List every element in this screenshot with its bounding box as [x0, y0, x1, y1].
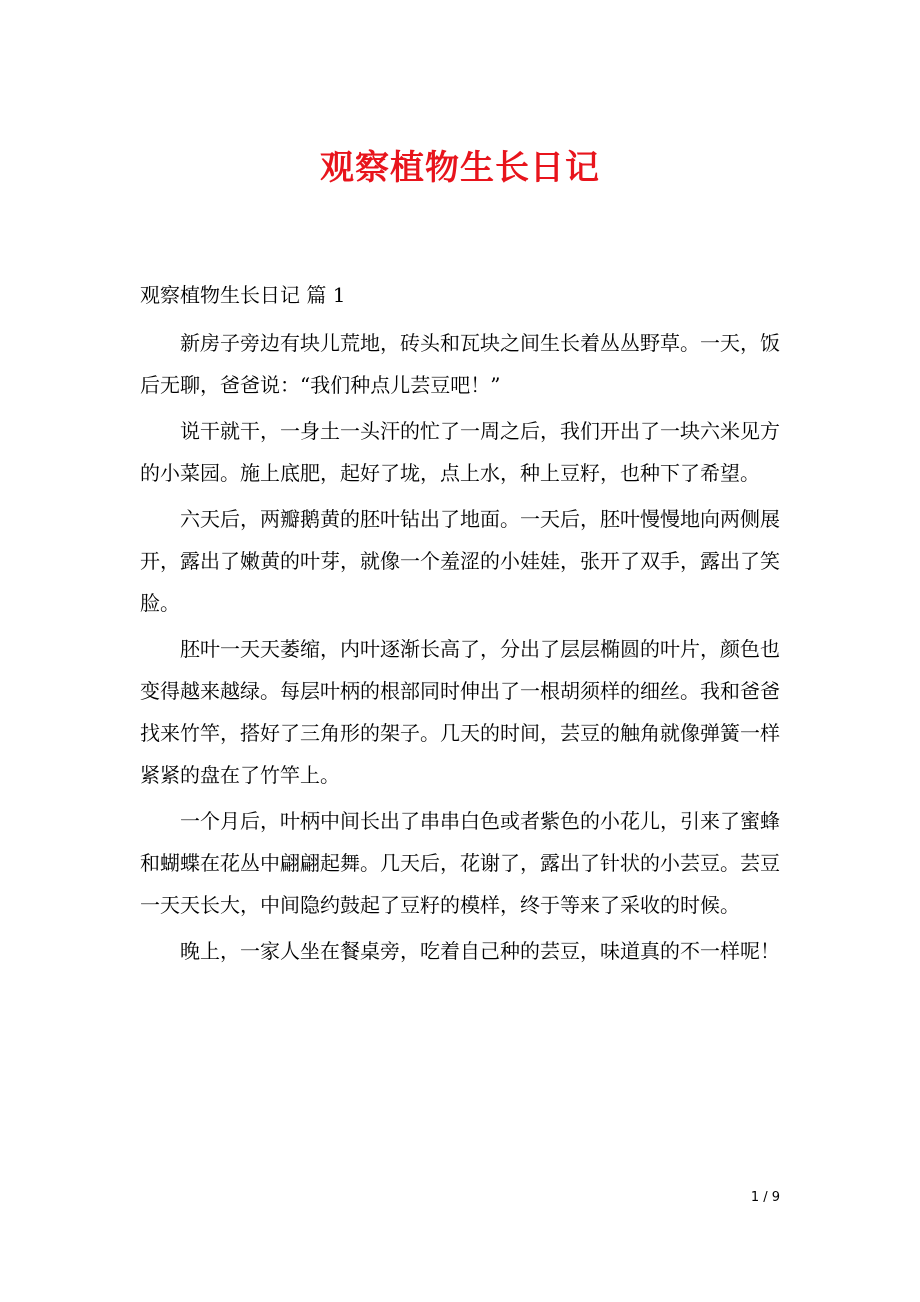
paragraph: 胚叶一天天萎缩，内叶逐渐长高了，分出了层层椭圆的叶片，颜色也变得越来越绿。每层叶柄的根部同时伸出了一根胡须样的细丝。我和爸爸找来竹竿，搭好了三角形的架子。几天的时间，芸豆的触角就像弹簧一样紧紧的盘在了竹竿上。	[140, 637, 780, 787]
paragraph: 说干就干，一身土一头汗的忙了一周之后，我们开出了一块六米见方的小菜园。施上底肥，起好了垅，点上水，种上豆籽，也种下了希望。	[140, 419, 780, 485]
paragraph: 一个月后，叶柄中间长出了串串白色或者紫色的小花儿，引来了蜜蜂和蝴蝶在花丛中翩翩起舞。几天后，花谢了，露出了针状的小芸豆。芸豆一天天长大，中间隐约鼓起了豆籽的模样，终于等来了采收的时候。	[140, 809, 780, 917]
document-body	[140, 322, 780, 976]
page-number: 1 / 9	[750, 1190, 780, 1205]
document-title: 观察植物生长日记	[320, 148, 600, 188]
paragraph: 晚上，一家人坐在餐桌旁，吃着自己种的芸豆，味道真的不一样呢！	[180, 939, 780, 963]
paragraph: 六天后，两瓣鹅黄的胚叶钻出了地面。一天后，胚叶慢慢地向两侧展开，露出了嫩黄的叶芽，就像一个羞涩的小娃娃，张开了双手，露出了笑脸。	[140, 507, 780, 615]
paragraph: 新房子旁边有块儿荒地，砖头和瓦块之间生长着丛丛野草。一天，饭后无聊，爸爸说：“我们种点儿芸豆吧！”	[140, 331, 780, 397]
section-heading: 观察植物生长日记 篇 1	[140, 283, 346, 307]
